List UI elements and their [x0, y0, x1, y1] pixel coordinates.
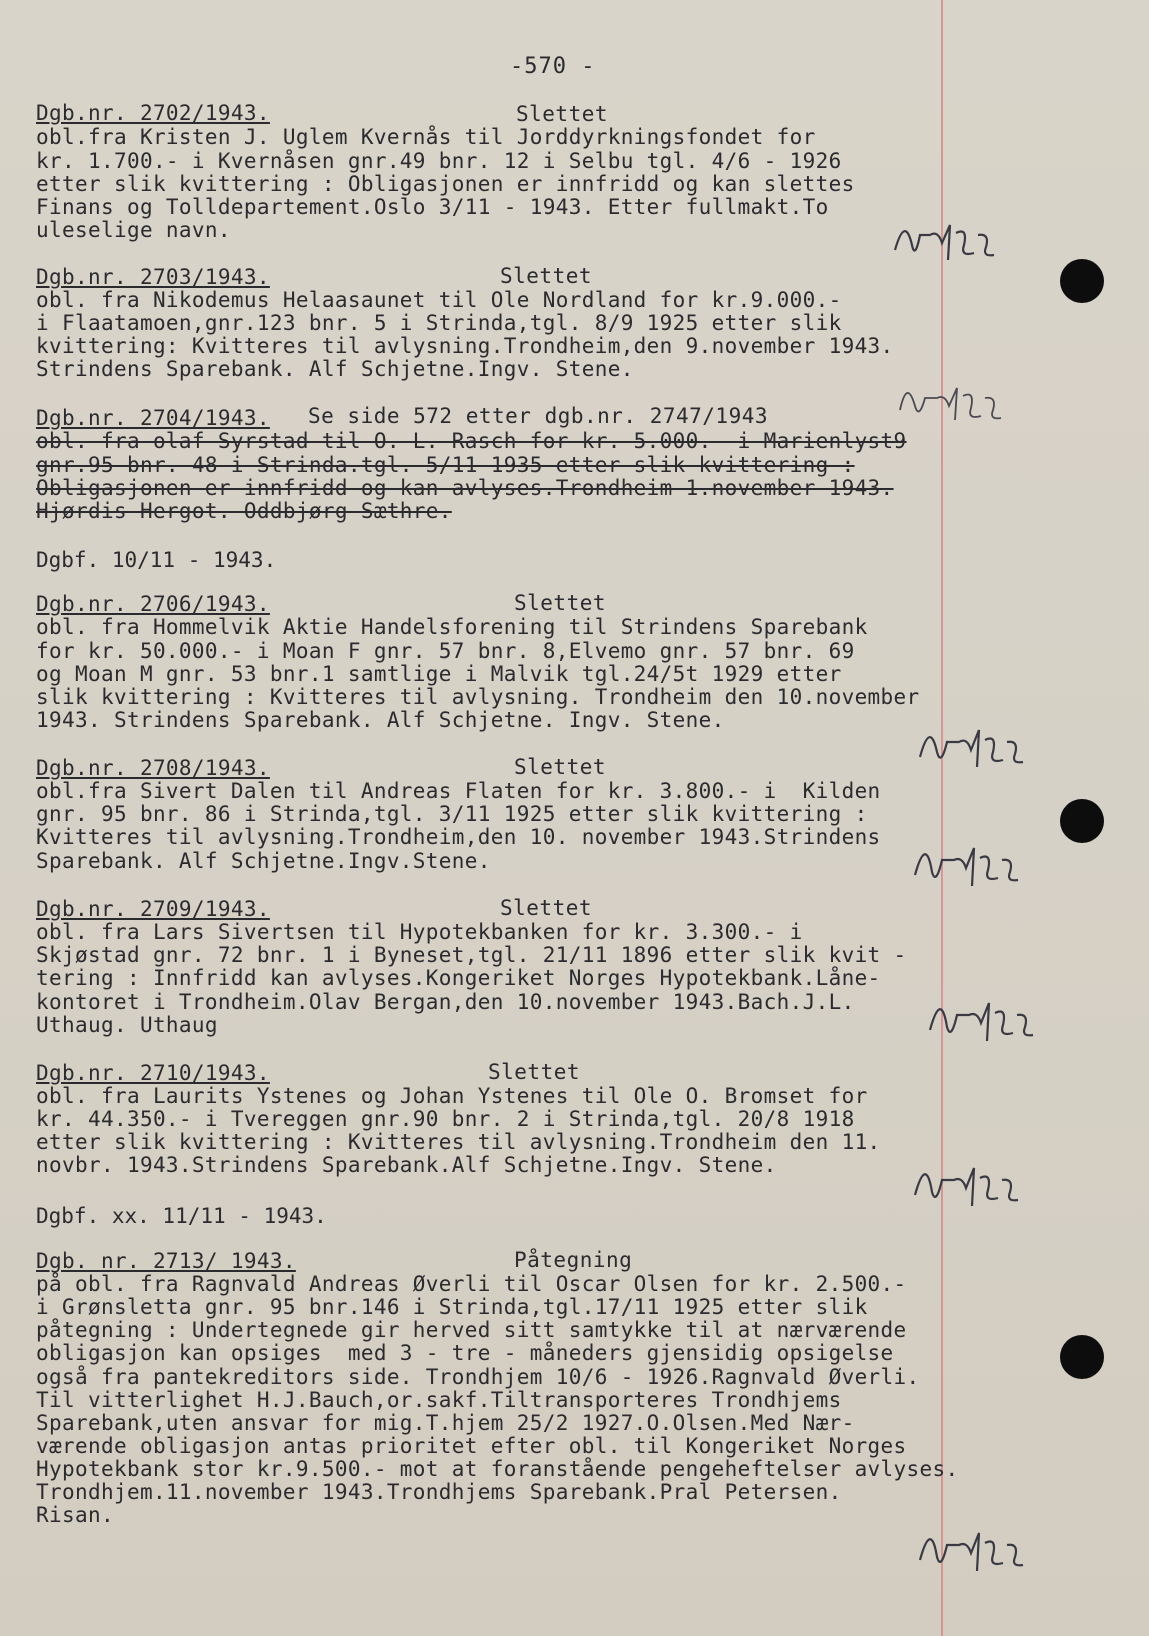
entry-heading: Dgb.nr. 2703/1943. [36, 265, 270, 289]
entry-line: Skjøstad gnr. 72 bnr. 1 i Byneset,tgl. 21/11 1896 etter slik kvit - [36, 943, 907, 967]
entry-status: Slettet [516, 102, 609, 126]
entry-line: obl. fra Laurits Ystenes og Johan Ystenes til Ole O. Bromset for [36, 1084, 868, 1108]
entry-line: kvittering: Kvitteres til avlysning.Trondheim,den 9.november 1943. [36, 334, 894, 358]
entry-status: Slettet [500, 264, 593, 288]
entry-line: påtegning : Undertegnede gir herved sitt samtykke til at nærværende [36, 1318, 907, 1342]
date-heading: Dgbf. xx. 11/11 - 1943. [36, 1204, 327, 1228]
entry-line: uleselige navn. [36, 218, 231, 242]
entry-line: i Flaatamoen,gnr.123 bnr. 5 i Strinda,tgl. 8/9 1925 etter slik [36, 311, 842, 335]
entry-heading: Dgb.nr. 2704/1943. [36, 406, 270, 430]
entry-heading: Dgb.nr. 2708/1943. [36, 756, 270, 780]
entry-line: 1943. Strindens Sparebank. Alf Schjetne. Ingv. Stene. [36, 708, 725, 732]
entry-line: obl.fra Sivert Dalen til Andreas Flaten for kr. 3.800.- i Kilden [36, 779, 881, 803]
entry-line: også fra pantekreditors side. Trondhjem 10/6 - 1926.Ragnvald Øverli. [36, 1365, 920, 1389]
entry-heading: Dgb.nr. 2706/1943. [36, 592, 270, 616]
entry-line: obl.fra Kristen J. Uglem Kvernås til Jorddyrkningsfondet for [36, 125, 816, 149]
entry-line: tering : Innfridd kan avlyses.Kongeriket Norges Hypotekbank.Låne- [36, 966, 881, 990]
entry-status: Slettet [488, 1060, 581, 1084]
entry-heading: Dgb.nr. 2710/1943. [36, 1061, 270, 1085]
entry-line: for kr. 50.000.- i Moan F gnr. 57 bnr. 8,Elvemo gnr. 57 bnr. 69 [36, 639, 855, 663]
entry-line: obl. fra Lars Sivertsen til Hypotekbanken for kr. 3.300.- i [36, 920, 803, 944]
punch-hole [1060, 259, 1104, 303]
entry-status: Slettet [500, 896, 593, 920]
entry-line: Risan. [36, 1503, 114, 1527]
handwritten-initials [925, 985, 1035, 1055]
entry-line: obl. fra Hommelvik Aktie Handelsforening til Strindens Sparebank [36, 615, 868, 639]
entry-line: Obligasjonen er innfridd og kan avlyses.Trondheim 1.november 1943. [36, 476, 894, 500]
entry-status: Slettet [514, 591, 607, 615]
entry-line: gnr. 95 bnr. 86 i Strinda,tgl. 3/11 1925 etter slik kvittering : [36, 802, 868, 826]
entry-line: gnr.95 bnr. 48 i Strinda.tgl. 5/11 1935 etter slik kvittering : [36, 453, 855, 477]
handwritten-initials [915, 712, 1025, 782]
entry-line: kontoret i Trondheim.Olav Bergan,den 10.november 1943.Bach.J.L. [36, 990, 855, 1014]
entry-line: i Grønsletta gnr. 95 bnr.146 i Strinda,tgl.17/11 1925 etter slik [36, 1295, 868, 1319]
page-number: -570 - [510, 54, 596, 79]
entry-line: etter slik kvittering : Kvitteres til avlysning.Trondheim den 11. [36, 1130, 881, 1154]
handwritten-initials [915, 1515, 1025, 1585]
punch-hole [1060, 1335, 1104, 1379]
entry-line: obligasjon kan opsiges med 3 - tre - måneders gjensidig opsigelse [36, 1341, 894, 1365]
entry-line: Hjørdis Hergot. Oddbjørg Sæthre. [36, 499, 452, 523]
handwritten-initials [910, 830, 1020, 900]
entry-status: Påtegning [514, 1248, 633, 1272]
entry-line: Hypotekbank stor kr.9.500.- mot at foranstående pengeheftelser avlyses. [36, 1457, 959, 1481]
handwritten-initials [895, 370, 1005, 440]
punch-hole [1060, 799, 1104, 843]
entry-line: og Moan M gnr. 53 bnr.1 samtlige i Malvik tgl.24/5t 1929 etter [36, 662, 842, 686]
date-heading: Dgbf. 10/11 - 1943. [36, 548, 277, 572]
entry-line: Strindens Sparebank. Alf Schjetne.Ingv. Stene. [36, 357, 634, 381]
entry-status: Se side 572 etter dgb.nr. 2747/1943 [308, 404, 769, 428]
entry-line: værende obligasjon antas prioritet efter obl. til Kongeriket Norges [36, 1434, 907, 1458]
entry-line: Kvitteres til avlysning.Trondheim,den 10. november 1943.Strindens [36, 825, 881, 849]
entry-status: Slettet [514, 755, 607, 779]
entry-line: Uthaug. Uthaug [36, 1013, 218, 1037]
entry-line: etter slik kvittering : Obligasjonen er innfridd og kan slettes [36, 172, 855, 196]
handwritten-initials [910, 1150, 1020, 1220]
entry-line: Til vitterlighet H.J.Bauch,or.sakf.Tiltransporteres Trondhjems [36, 1388, 842, 1412]
entry-line: novbr. 1943.Strindens Sparebank.Alf Schjetne.Ingv. Stene. [36, 1153, 777, 1177]
entry-line: Sparebank,uten ansvar for mig.T.hjem 25/2 1927.O.Olsen.Med Nær- [36, 1411, 855, 1435]
entry-line: obl. fra Nikodemus Helaasaunet til Ole Nordland for kr.9.000.- [36, 288, 842, 312]
entry-line: kr. 1.700.- i Kvernåsen gnr.49 bnr. 12 i Selbu tgl. 4/6 - 1926 [36, 149, 842, 173]
entry-line: slik kvittering : Kvitteres til avlysning. Trondheim den 10.november [36, 685, 920, 709]
entry-line: Trondhjem.11.november 1943.Trondhjems Sparebank.Pral Petersen. [36, 1480, 842, 1504]
entry-line: Finans og Tolldepartement.Oslo 3/11 - 1943. Etter fullmakt.To [36, 195, 829, 219]
entry-heading: Dgb.nr. 2709/1943. [36, 897, 270, 921]
entry-line: Sparebank. Alf Schjetne.Ingv.Stene. [36, 849, 491, 873]
entry-line: obl. fra olaf Syrstad til O. L. Rasch for kr. 5.000.- i Marienlyst9 [36, 429, 907, 453]
handwritten-initials [890, 205, 1000, 275]
entry-line: kr. 44.350.- i Tvereggen gnr.90 bnr. 2 i Strinda,tgl. 20/8 1918 [36, 1107, 855, 1131]
entry-heading: Dgb.nr. 2702/1943. [36, 101, 270, 125]
entry-heading: Dgb. nr. 2713/ 1943. [36, 1249, 296, 1273]
entry-line: på obl. fra Ragnvald Andreas Øverli til Oscar Olsen for kr. 2.500.- [36, 1272, 907, 1296]
